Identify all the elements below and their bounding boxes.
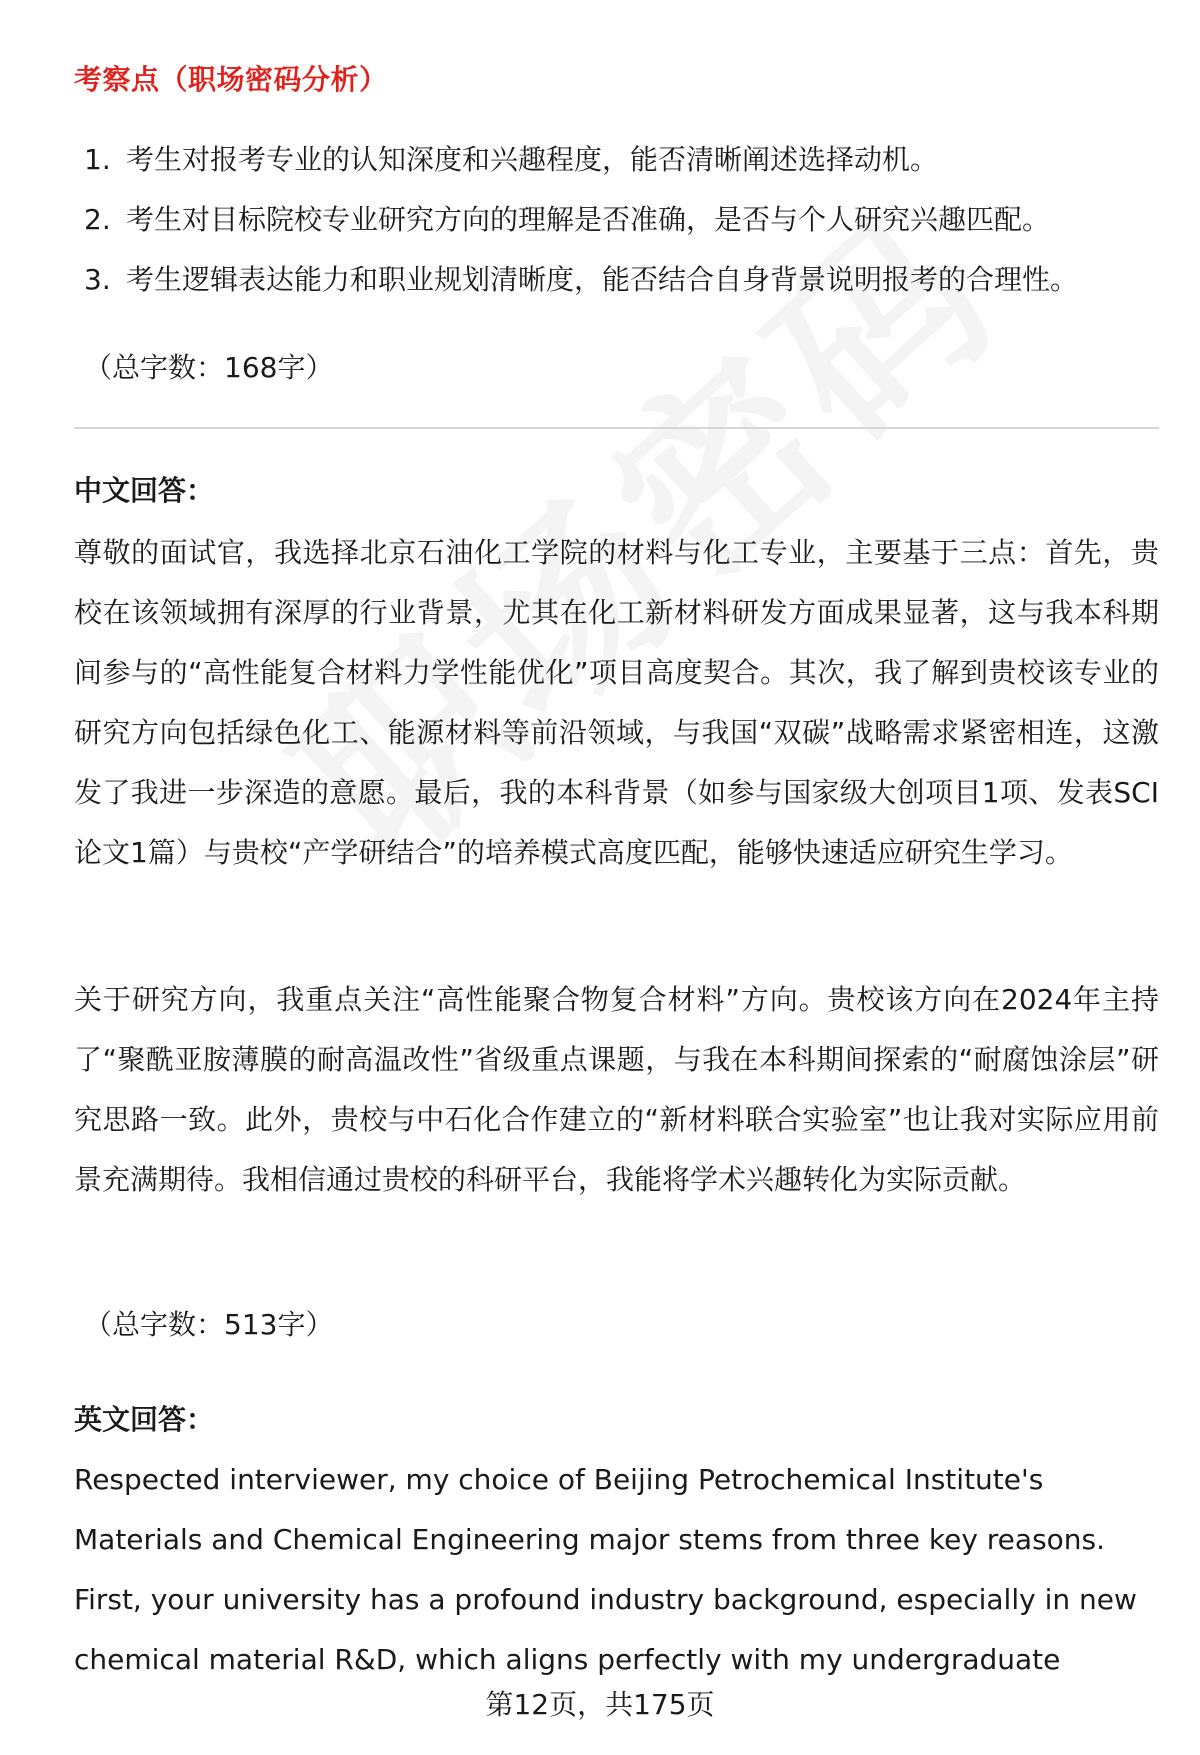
section-divider [74, 427, 1159, 429]
assessment-list [84, 137, 1078, 317]
list-item-text: 考生对报考专业的认知深度和兴趣程度，能否清晰阐述选择动机。 [126, 143, 939, 176]
document-page [74, 0, 1159, 1755]
assessment-word-count: （总字数：168字） [84, 351, 334, 384]
list-item [84, 137, 1078, 197]
chinese-answer-word-count: （总字数：513字） [84, 1308, 334, 1341]
chinese-answer-paragraph-2: 关于研究方向，我重点关注“高性能聚合物复合材料”方向。贵校该方向在2024年主持了“聚酰亚胺薄膜的耐高温改性”省级重点课题，与我在本科期间探索的“耐腐蚀涂层”研究思路一致。此外，贵校与中石化合作建立的“新材料联合实验室”也让我对实际应用前景充满期待。我相信通过贵校的科研平台，我能将学术兴趣转化为实际贡献。 [74, 983, 1159, 1196]
list-item [84, 257, 1078, 317]
list-item-number: 2. [84, 203, 111, 236]
chinese-answer-heading: 中文回答： [74, 474, 215, 507]
list-item [84, 197, 1078, 257]
list-item-text: 考生对目标院校专业研究方向的理解是否准确，是否与个人研究兴趣匹配。 [126, 203, 1051, 236]
list-item-number: 1. [84, 143, 111, 176]
english-answer-heading: 英文回答： [74, 1403, 215, 1436]
page-number: 第12页，共175页 [485, 1688, 715, 1721]
list-item-text: 考生逻辑表达能力和职业规划清晰度，能否结合自身背景说明报考的合理性。 [126, 263, 1079, 296]
assessment-title: 考察点（职场密码分析） [74, 63, 388, 96]
english-answer-paragraph: Respected interviewer, my choice of Beijing Petrochemical Institute's Materials and Chemical Engineering major stems from three key reasons. First, your university has a profound industry background, especially in new chemical material R&D, which aligns perfectly with my undergraduate [74, 1463, 1137, 1676]
list-item-number: 3. [84, 263, 111, 296]
chinese-answer-paragraph-1: 尊敬的面试官，我选择北京石油化工学院的材料与化工专业，主要基于三点：首先，贵校在该领域拥有深厚的行业背景，尤其在化工新材料研发方面成果显著，这与我本科期间参与的“高性能复合材料力学性能优化”项目高度契合。其次，我了解到贵校该专业的研究方向包括绿色化工、能源材料等前沿领域，与我国“双碳”战略需求紧密相连，这激发了我进一步深造的意愿。最后，我的本科背景（如参与国家级大创项目1项、发表SCI论文1篇）与贵校“产学研结合”的培养模式高度匹配，能够快速适应研究生学习。 [74, 536, 1159, 869]
